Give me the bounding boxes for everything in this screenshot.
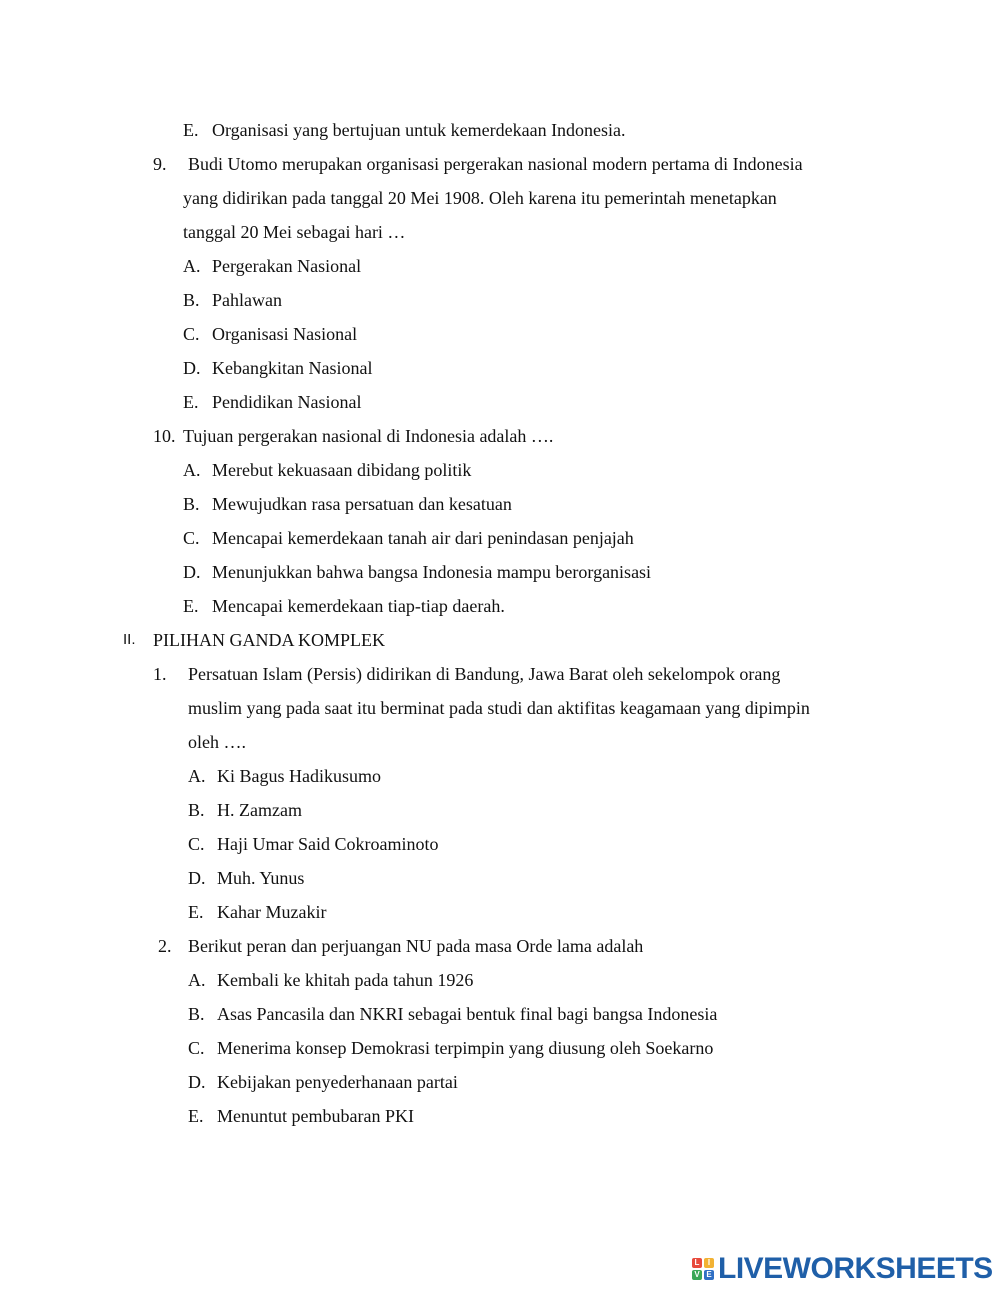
s2q1-option-b-text: H. Zamzam: [217, 800, 302, 820]
q10-option-b-text: Mewujudkan rasa persatuan dan kesatuan: [212, 494, 512, 514]
s2q1-line-2: muslim yang pada saat itu berminat pada studi dan aktifitas keagamaan yang dipimpin: [188, 698, 810, 718]
q9-option-e-text: Pendidikan Nasional: [212, 392, 362, 412]
logo-mark-e: E: [704, 1270, 714, 1280]
s2q2-number: 2.: [158, 936, 172, 956]
s2q1-option-e-letter: E.: [188, 902, 204, 922]
q10-option-e-letter: E.: [183, 596, 199, 616]
q10-option-a-text: Merebut kekuasaan dibidang politik: [212, 460, 472, 480]
q9-line-2: yang didirikan pada tanggal 20 Mei 1908. Oleh karena itu pemerintah menetapkan: [183, 188, 777, 208]
s2q2-option-a-text: Kembali ke khitah pada tahun 1926: [217, 970, 474, 990]
q9-option-d-text: Kebangkitan Nasional: [212, 358, 373, 378]
s2q1-option-a-text: Ki Bagus Hadikusumo: [217, 766, 381, 786]
logo-mark-l: L: [692, 1258, 702, 1268]
q9-option-e-letter: E.: [183, 392, 199, 412]
q9-option-d-letter: D.: [183, 358, 201, 378]
s2q1-number: 1.: [153, 664, 167, 684]
s2q1-option-c-letter: C.: [188, 834, 205, 854]
q10-option-d-letter: D.: [183, 562, 201, 582]
section-2-numeral: II.: [123, 631, 136, 648]
s2q1-option-d-text: Muh. Yunus: [217, 868, 305, 888]
s2q2-option-b-letter: B.: [188, 1004, 205, 1024]
s2q1-option-d-letter: D.: [188, 868, 206, 888]
s2q2-option-d-letter: D.: [188, 1072, 206, 1092]
s2q2-line-1: Berikut peran dan perjuangan NU pada masa Orde lama adalah: [188, 936, 644, 956]
s2q2-option-a-letter: A.: [188, 970, 206, 990]
q10-line-1: Tujuan pergerakan nasional di Indonesia adalah ….: [183, 426, 554, 446]
q10-number: 10.: [153, 426, 176, 446]
q9-line-1: Budi Utomo merupakan organisasi pergerakan nasional modern pertama di Indonesia: [188, 154, 803, 174]
s2q2-option-c-text: Menerima konsep Demokrasi terpimpin yang diusung oleh Soekarno: [217, 1038, 714, 1058]
logo-mark-i: I: [704, 1258, 714, 1268]
s2q2-option-e-text: Menuntut pembubaran PKI: [217, 1106, 414, 1126]
s2q1-line-3: oleh ….: [188, 732, 246, 752]
logo-mark-v: V: [692, 1270, 702, 1280]
q9-option-c-text: Organisasi Nasional: [212, 324, 358, 344]
q9-option-b-letter: B.: [183, 290, 200, 310]
q10-option-c-text: Mencapai kemerdekaan tanah air dari penindasan penjajah: [212, 528, 634, 548]
s2q1-option-b-letter: B.: [188, 800, 205, 820]
q8-option-e-text: Organisasi yang bertujuan untuk kemerdekaan Indonesia.: [212, 120, 626, 140]
q10-option-a-letter: A.: [183, 460, 201, 480]
q10-option-e-text: Mencapai kemerdekaan tiap-tiap daerah.: [212, 596, 505, 616]
q9-option-c-letter: C.: [183, 324, 200, 344]
q9-number: 9.: [153, 154, 167, 174]
s2q1-option-e-text: Kahar Muzakir: [217, 902, 327, 922]
liveworksheets-wordmark: LIVEWORKSHEETS: [718, 1252, 993, 1285]
q9-line-3: tanggal 20 Mei sebagai hari …: [183, 222, 406, 242]
q9-option-b-text: Pahlawan: [212, 290, 282, 310]
q10-option-b-letter: B.: [183, 494, 200, 514]
liveworksheets-logo: [692, 1252, 993, 1286]
liveworksheets-mark-icon: [692, 1258, 714, 1280]
q10-option-d-text: Menunjukkan bahwa bangsa Indonesia mampu berorganisasi: [212, 562, 652, 582]
q10-option-c-letter: C.: [183, 528, 200, 548]
s2q2-option-d-text: Kebijakan penyederhanaan partai: [217, 1072, 458, 1092]
q9-option-a-text: Pergerakan Nasional: [212, 256, 362, 276]
s2q1-option-a-letter: A.: [188, 766, 206, 786]
s2q1-option-c-text: Haji Umar Said Cokroaminoto: [217, 834, 439, 854]
s2q2-option-e-letter: E.: [188, 1106, 204, 1126]
s2q2-option-c-letter: C.: [188, 1038, 205, 1058]
s2q2-option-b-text: Asas Pancasila dan NKRI sebagai bentuk final bagi bangsa Indonesia: [217, 1004, 718, 1024]
s2q1-line-1: Persatuan Islam (Persis) didirikan di Bandung, Jawa Barat oleh sekelompok orang: [188, 664, 781, 684]
q8-option-e-letter: E.: [183, 120, 199, 140]
q9-option-a-letter: A.: [183, 256, 201, 276]
section-2-title: PILIHAN GANDA KOMPLEK: [153, 630, 385, 650]
